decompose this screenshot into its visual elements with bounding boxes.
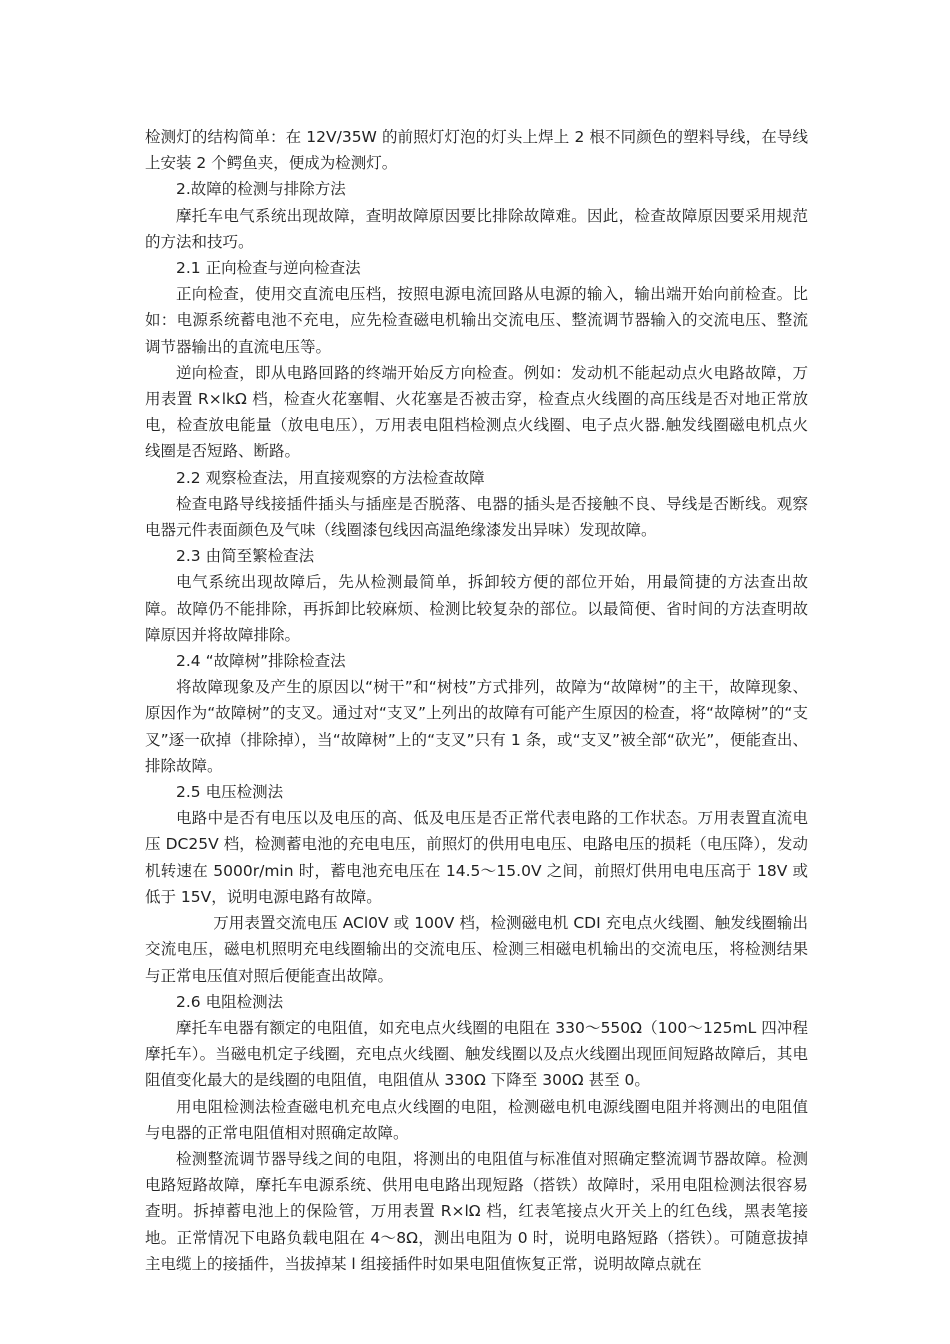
document-body <box>145 124 808 1277</box>
paragraph: 检查电路导线接插件插头与插座是否脱落、电器的插头是否接触不良、导线是否断线。观察电器元件表面颜色及气味（线圈漆包线因高温绝缘漆发出异味）发现故障。 <box>145 494 808 540</box>
paragraph: 摩托车电器有额定的电阻值，如充电点火线圈的电阻在 330～550Ω（100～125mL 四冲程摩托车）。当磁电机定子线圈，充电点火线圈、触发线圈以及点火线圈出现匝间短路故障后，其电阻值变化最大的是线圈的电阻值，电阻值从 330Ω 下降至 300Ω 甚至 0。 <box>145 1018 808 1090</box>
section-heading-2: 2.故障的检测与排除方法 <box>176 180 346 199</box>
paragraph: 检测整流调节器导线之间的电阻，将测出的电阻值与标准值对照确定整流调节器故障。检测电路短路故障，摩托车电源系统、供用电电路出现短路（搭铁）故障时，采用电阻检测法很容易查明。拆掉蓄电池上的保险管，万用表置 R×lΩ 档，红表笔接点火开关上的红色线，黑表笔接地。正常情况下电路负载电阻在 4～8Ω，测出电阻为 0 时，说明电路短路（搭铁）。可随意拔掉主电缆上的接插件，当拔掉某 l 组接插件时如果电阻值恢复正常，说明故障点就在 <box>145 1149 808 1273</box>
paragraph: 将故障现象及产生的原因以“树干”和“树枝”方式排列，故障为“故障树”的主干，故障现象、原因作为“故障树”的支叉。通过对“支叉”上列出的故障有可能产生原因的检查，将“故障树”的“支叉”逐一砍掉（排除掉），当“故障树”上的“支叉”只有 1 条，或“支叉”被全部“砍光”，便能查出、排除故障。 <box>145 678 808 775</box>
paragraph: 摩托车电气系统出现故障，查明故障原因要比排除故障难。因此，检查故障原因要采用规范的方法和技巧。 <box>145 206 808 251</box>
section-heading-2-6: 2.6 电阻检测法 <box>176 992 284 1011</box>
section-heading-2-4: 2.4 “故障树”排除检查法 <box>176 652 346 671</box>
paragraph: 电气系统出现故障后，先从检测最简单，拆卸较方便的部位开始，用最简捷的方法查出故障。故障仍不能排除，再拆卸比较麻烦、检测比较复杂的部位。以最简便、省时间的方法查明故障原因并将故障排除。 <box>145 573 808 644</box>
paragraph: 万用表置交流电压 ACl0V 或 100V 档，检测磁电机 CDI 充电点火线圈、触发线圈输出交流电压，磁电机照明充电线圈输出的交流电压、检测三相磁电机输出的交流电压，将检测结果与正常电压值对照后便能查出故障。 <box>145 914 808 985</box>
section-heading-2-5: 2.5 电压检测法 <box>176 783 284 802</box>
section-heading-2-1: 2.1 正向检查与逆向检查法 <box>176 259 361 278</box>
paragraph: 用电阻检测法检查磁电机充电点火线圈的电阻，检测磁电机电源线圈电阻并将测出的电阻值与电器的正常电阻值相对照确定故障。 <box>145 1097 808 1142</box>
section-heading-2-2: 2.2 观察检查法，用直接观察的方法检查故障 <box>176 468 485 487</box>
paragraph: 逆向检查，即从电路回路的终端开始反方向检查。例如：发动机不能起动点火电路故障，万用表置 R×lkΩ 档，检查火花塞帽、火花塞是否被击穿，检查点火线圈的高压线是否对地正常放电，检查放电能量（放电电压），万用表电阻档检测点火线圈、电子点火器.触发线圈磁电机点火线圈是否短路、断路。 <box>145 363 808 461</box>
section-heading-2-3: 2.3 由简至繁检查法 <box>176 547 315 566</box>
paragraph-intro: 检测灯的结构简单：在 12V/35W 的前照灯灯泡的灯头上焊上 2 根不同颜色的塑料导线，在导线上安装 2 个鳄鱼夹，便成为检测灯。 <box>145 128 808 173</box>
paragraph: 正向检查，使用交直流电压档，按照电源电流回路从电源的输入，输出端开始向前检查。比如：电源系统蓄电池不充电，应先检查磁电机输出交流电压、整流调节器输入的交流电压、整流调节器输出的直流电压等。 <box>145 285 808 356</box>
paragraph: 电路中是否有电压以及电压的高、低及电压是否正常代表电路的工作状态。万用表置直流电压 DC25V 档，检测蓄电池的充电电压，前照灯的供用电电压、电路电压的损耗（电压降），发动机转速在 5000r/min 时，蓄电池充电压在 14.5～15.0V 之间，前照灯供用电电压高于 18V 或低于 15V，说明电源电路有故障。 <box>145 809 808 906</box>
